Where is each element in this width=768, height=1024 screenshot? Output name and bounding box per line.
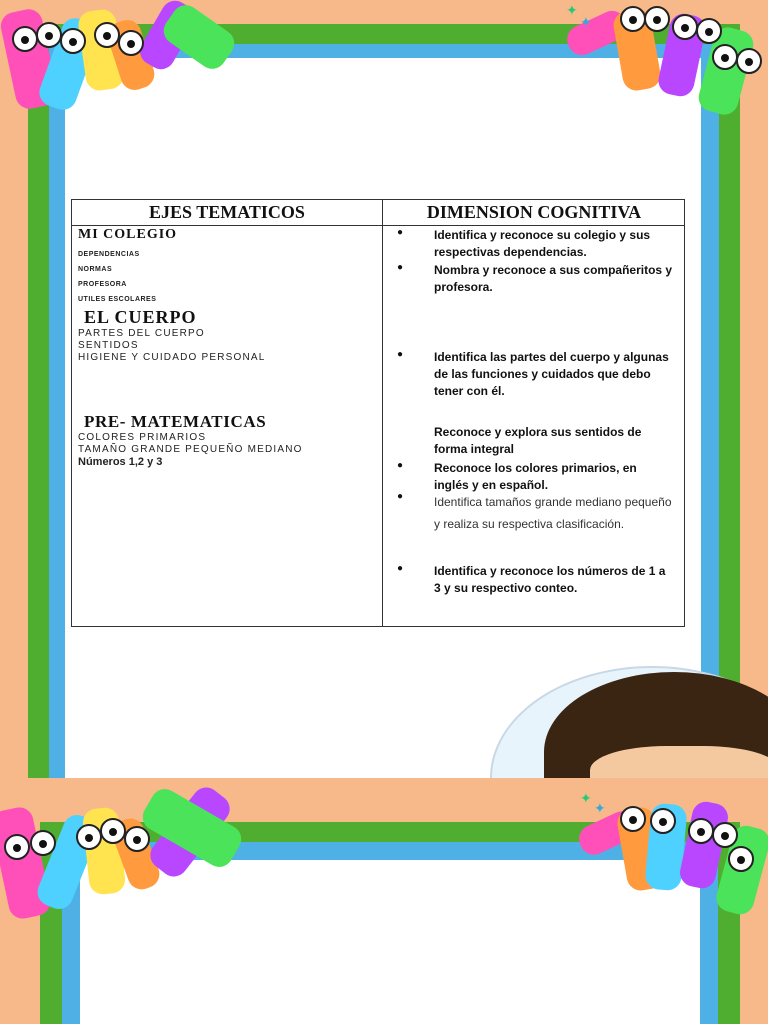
section-mi-colegio: MI COLEGIO bbox=[78, 227, 178, 242]
section-pre-matematicas: PRE- MATEMATICAS bbox=[84, 412, 267, 431]
thematic-axes-column bbox=[78, 227, 378, 468]
list-item: DEPENDENCIAS bbox=[78, 251, 140, 258]
star-icon: ✦ bbox=[594, 800, 606, 816]
list-item: COLORES PRIMARIOS bbox=[78, 432, 207, 443]
section-el-cuerpo: EL CUERPO bbox=[84, 307, 197, 327]
star-icon: ✦ bbox=[580, 14, 592, 30]
list-item: PROFESORA bbox=[78, 281, 127, 288]
bullet-icon: ● bbox=[397, 563, 404, 574]
list-item: SENTIDOS bbox=[78, 340, 139, 351]
list-item: NORMAS bbox=[78, 266, 113, 273]
list-item: HIGIENE Y CUIDADO PERSONAL bbox=[78, 352, 266, 363]
star-icon: ✦ bbox=[580, 790, 592, 806]
bullet-icon: ● bbox=[397, 460, 404, 471]
page-area bbox=[80, 860, 700, 1024]
bullet-icon: ● bbox=[397, 262, 404, 273]
bullet-icon: ● bbox=[397, 349, 404, 360]
bullet-icon: ● bbox=[397, 491, 404, 502]
page-2 bbox=[0, 778, 768, 1024]
star-icon: ✦ bbox=[566, 2, 578, 18]
list-item: PARTES DEL CUERPO bbox=[78, 328, 205, 339]
header-dimension-cognitiva: DIMENSION COGNITIVA bbox=[426, 202, 642, 222]
list-item: UTILES ESCOLARES bbox=[78, 296, 157, 303]
list-item: TAMAÑO GRANDE PEQUEÑO MEDIANO bbox=[78, 444, 303, 455]
list-item: Números 1,2 y 3 bbox=[78, 456, 163, 468]
bullet-icon: ● bbox=[397, 227, 404, 238]
thematic-table: EJES TEMATICOS DIMENSION COGNITIVA MI COLEGIO DEPENDENCIAS NORMAS PROFESORA UTILES ESCOLARES EL CUERPO PARTES DEL CUERPO SENTIDOS HIGIENE Y CUIDADO PERSONAL PRE- MATEMATICAS COLORES PRIMARIOS TAMAÑO GRANDE PEQUEÑO MEDIANO Números 1,2 y 3 ● Identifica y reconoce su colegio y sus respectivas dependencias. ● Nombra y reconoce a sus compañeritos y profesora. ● Identifica las partes del cuerpo y algunas de las funciones y cuidados que debo tener con él. Reconoce y explora sus sentidos de forma integral ● Reconoce los colores primarios, en inglés y en español. ● Identifica tamaños grande mediano pequeño y realiza su respectiva clasificación. ● Identifica y reconoce los números de 1 a 3 y su respectivo conteo. bbox=[71, 199, 685, 627]
header-ejes-tematicos: EJES TEMATICOS bbox=[149, 202, 305, 222]
